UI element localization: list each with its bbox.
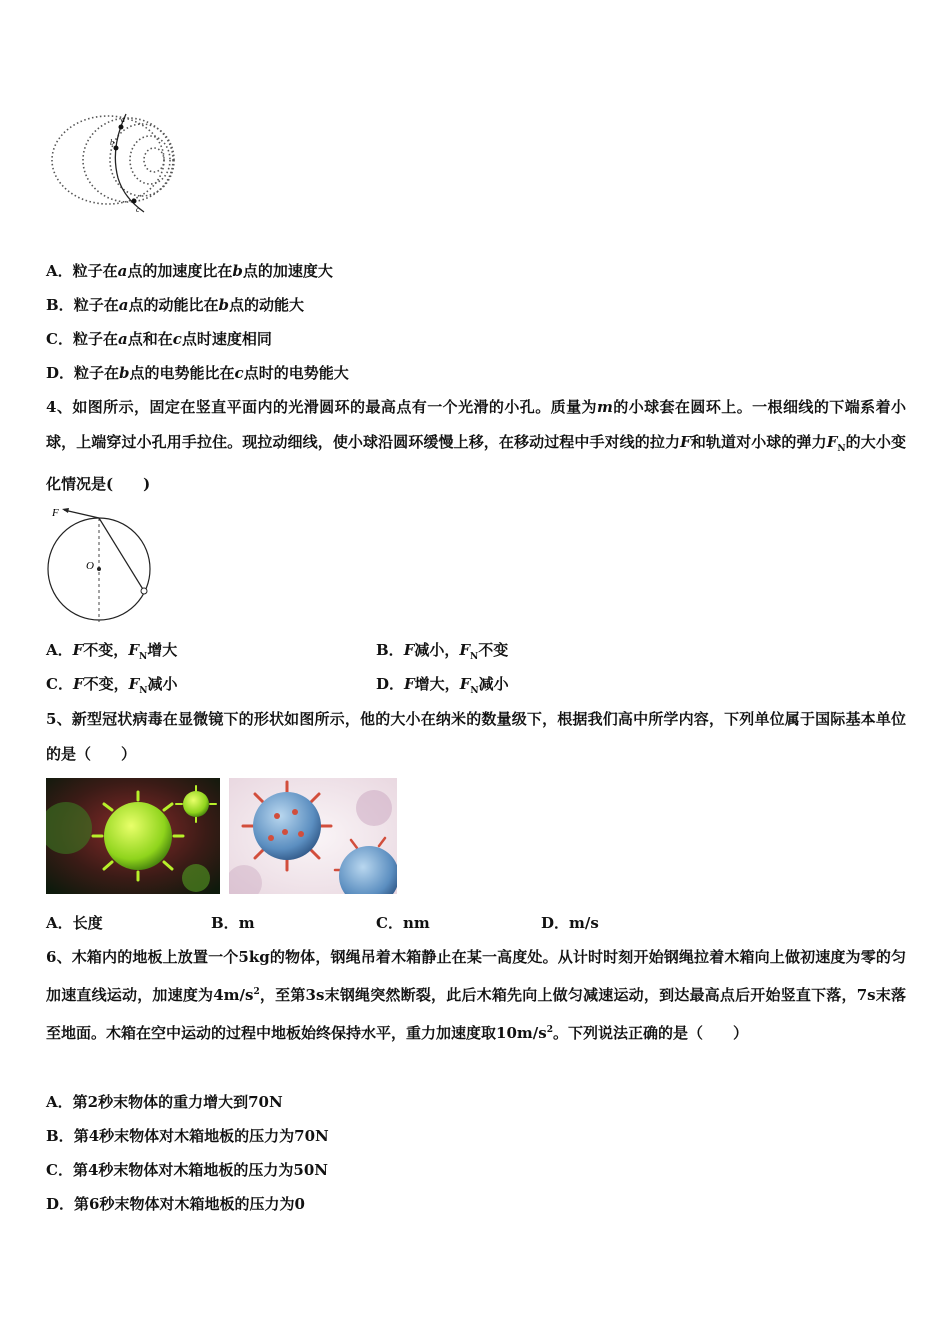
q3-label-c: c xyxy=(136,205,140,214)
q4-figure xyxy=(44,502,156,626)
q6-option-d: D．第6秒末物体对木箱地板的压力为0 xyxy=(46,1195,305,1213)
q3-option-c: C．粒子在a点和在c点时速度相同 xyxy=(46,330,272,348)
q3-figure xyxy=(48,108,182,220)
q3-option-d: D．粒子在b点的电势能比在c点时的电势能大 xyxy=(46,364,349,382)
q4-label-f: F xyxy=(52,507,59,519)
q3-option-b: B．粒子在a点的动能比在b点的动能大 xyxy=(46,296,304,314)
q6-option-b: B．第4秒末物体对木箱地板的压力为70N xyxy=(46,1127,329,1145)
q6-option-c: C．第4秒末物体对木箱地板的压力为50N xyxy=(46,1161,328,1179)
q3-label-b: b xyxy=(110,138,114,147)
q3-label-a: a xyxy=(121,115,125,124)
q4-option-a: A．F不变，$F_N$增大 xyxy=(46,641,178,662)
q5-option-a: A．长度 xyxy=(46,914,103,932)
q4-option-d: D．F增大，$F_N$减小 xyxy=(376,675,509,696)
q4-option-b: B．F减小，$F_N$不变 xyxy=(376,641,509,662)
q5-option-b: B．m xyxy=(211,914,255,932)
virus-image-blue xyxy=(229,778,397,894)
q4-label-o: O xyxy=(86,560,94,572)
q4-stem: 4、如图所示，固定在竖直平面内的光滑圆环的最高点有一个光滑的小孔。质量为m的小球套在圆环上。一根细线的下端系着小球，上端穿过小孔用手拉住。现拉动细线，使小球沿圆环缓慢上移，在移动过程中手对线的拉力F和轨道对小球的弹力$F_N$的大小变化情况是( ) xyxy=(46,398,907,493)
q5-option-d: D．m/s xyxy=(541,914,599,932)
q5-option-c: C．nm xyxy=(376,914,430,932)
q3-option-a: A．粒子在a点的加速度比在b点的加速度大 xyxy=(46,262,333,280)
q4-option-c: C．F不变，$F_N$减小 xyxy=(46,675,178,696)
virus-image-green xyxy=(46,778,220,894)
q5-stem: 5、新型冠状病毒在显微镜下的形状如图所示，他的大小在纳米的数量级下，根据我们高中所学内容，下列单位属于国际基本单位的是（ ） xyxy=(46,710,906,763)
q6-stem: 6、木箱内的地板上放置一个5kg的物体，钢绳吊着木箱静止在某一高度处。从计时时刻开始钢绳拉着木箱向上做初速度为零的匀加速直线运动，加速度为$4m/s^2$，至第3s末钢绳突然断裂，此后木箱先向上做匀减速运动，到达最高点后开始竖直下落，7s末落至地面。木箱在空中运动的过程中地板始终保持水平，重力加速度取$10m/s^2$。下列说法正确的是（ ） xyxy=(46,948,907,1042)
q6-option-a: A．第2秒末物体的重力增大到70N xyxy=(46,1093,283,1111)
